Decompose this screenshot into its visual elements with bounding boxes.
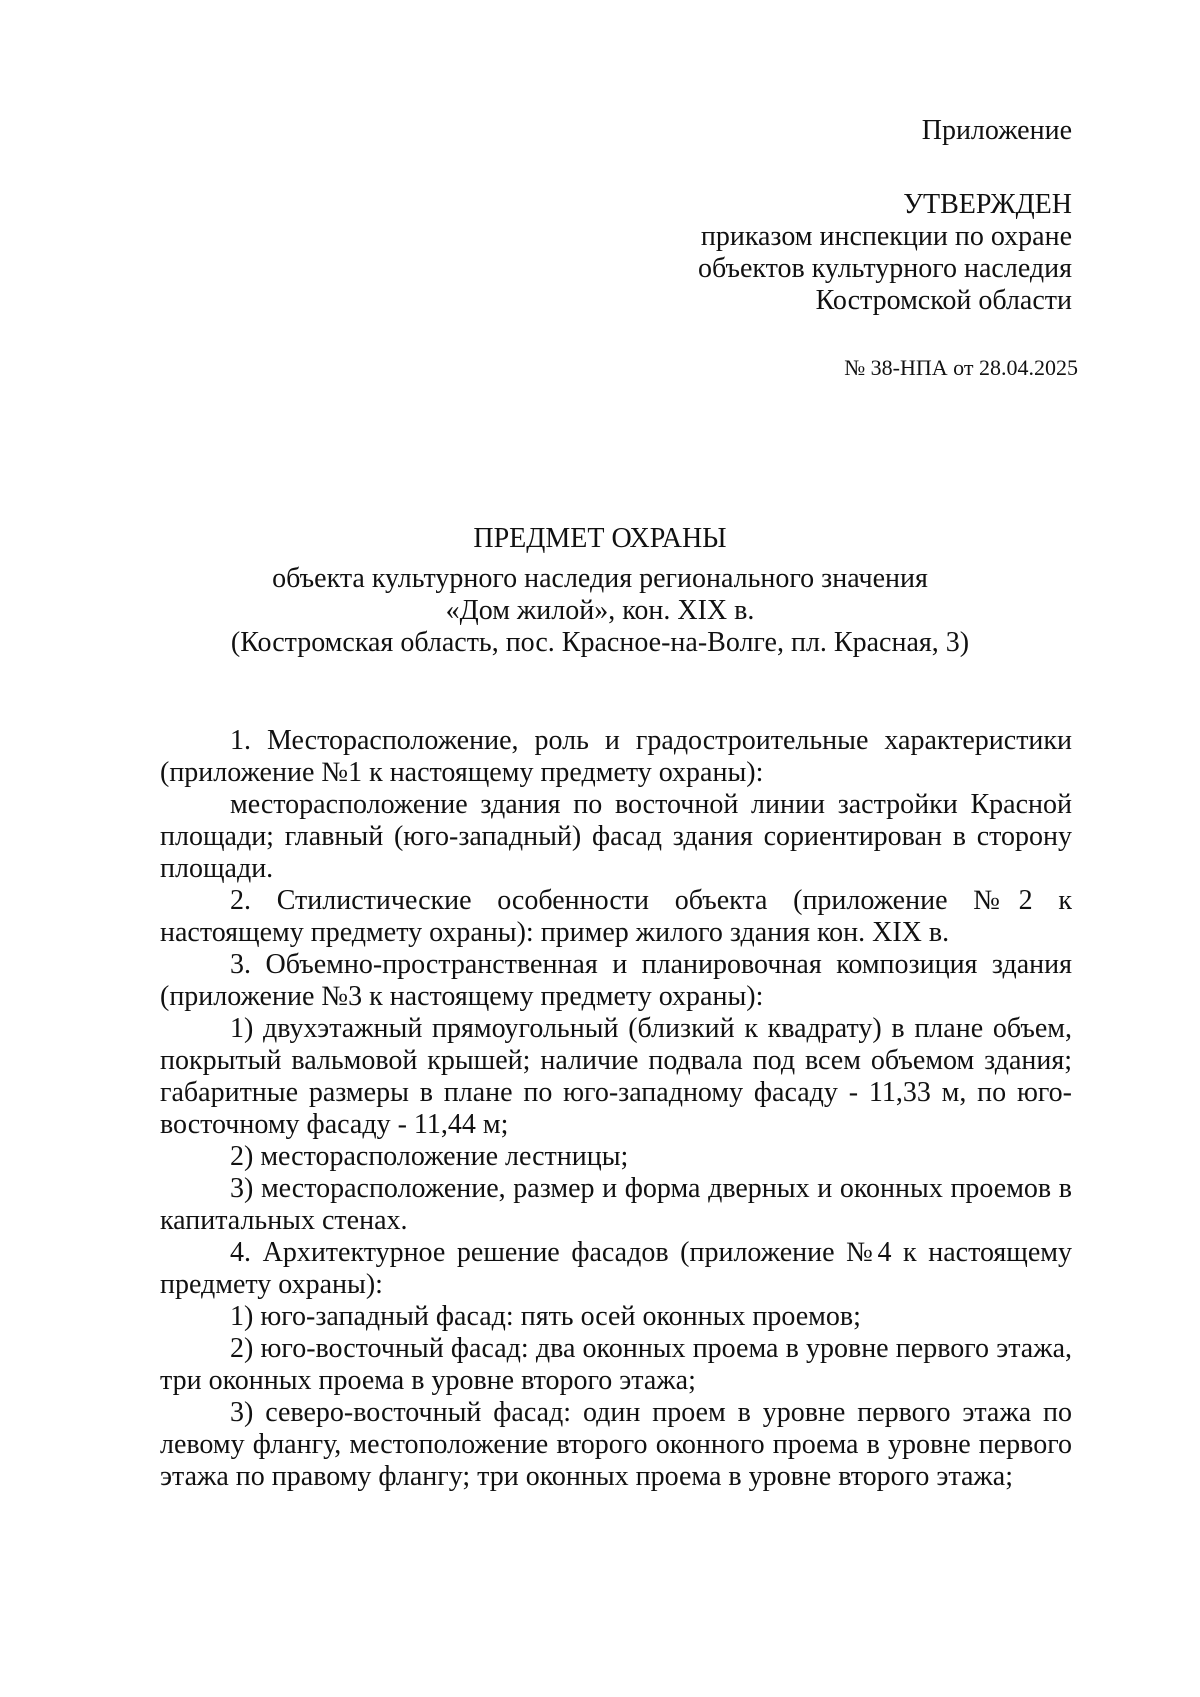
paragraph: 1) двухэтажный прямоугольный (близкий к квадрату) в плане объем, покрытый вальмовой крышей; наличие подвала под всем объемом здания; габаритные размеры в плане по юго-западному фасаду - 11,33 м, по юго-восточному фасаду - 11,44 м; xyxy=(160,1013,1072,1140)
title-line-3: (Костромская область, пос. Красное-на-Волге, пл. Красная, 3) xyxy=(230,627,970,658)
paragraph: 4. Архитектурное решение фасадов (приложение №4 к настоящему предмету охраны): xyxy=(160,1237,1072,1300)
approval-block xyxy=(698,189,1072,317)
order-number: № 38-НПА от 28.04.2025 xyxy=(844,355,1078,380)
paragraph: 1) юго-западный фасад: пять осей оконных проемов; xyxy=(230,1301,861,1332)
paragraph: 1. Месторасположение, роль и градостроительные характеристики (приложение №1 к настоящему предмету охраны): xyxy=(160,725,1072,788)
document-title xyxy=(130,523,1070,659)
paragraph: месторасположение здания по восточной линии застройки Красной площади; главный (юго-западный) фасад здания сориентирован в сторону площади. xyxy=(160,789,1072,884)
approved-line-3: Костромской области xyxy=(815,285,1072,316)
approved-line-1: приказом инспекции по охране xyxy=(700,221,1072,252)
title-line-1: объекта культурного наследия регионального значения xyxy=(272,563,928,594)
approved-heading: УТВЕРЖДЕН xyxy=(903,189,1072,220)
paragraph: 3. Объемно-пространственная и планировочная композиция здания (приложение №3 к настоящему предмету охраны): xyxy=(160,949,1072,1012)
document-body xyxy=(160,725,1072,1493)
approved-line-2: объектов культурного наследия xyxy=(697,253,1072,284)
paragraph: 2) юго-восточный фасад: два оконных проема в уровне первого этажа, три оконных проема в уровне второго этажа; xyxy=(160,1333,1072,1396)
paragraph: 2. Стилистические особенности объекта (приложение №2 к настоящему предмету охраны): пример жилого здания кон. XIX в. xyxy=(160,885,1072,948)
paragraph: 2) месторасположение лестницы; xyxy=(230,1141,629,1172)
title-line-2: «Дом жилой», кон. XIX в. xyxy=(445,595,755,626)
attachment-label: Приложение xyxy=(921,115,1072,146)
paragraph: 3) северо-восточный фасад: один проем в уровне первого этажа по левому флангу, местоположение второго оконного проема в уровне первого этажа по правому флангу; три оконных проема в уровне второго этажа; xyxy=(160,1397,1072,1492)
title-main: ПРЕДМЕТ ОХРАНЫ xyxy=(473,523,727,554)
paragraph: 3) месторасположение, размер и форма дверных и оконных проемов в капитальных стенах. xyxy=(160,1173,1072,1236)
